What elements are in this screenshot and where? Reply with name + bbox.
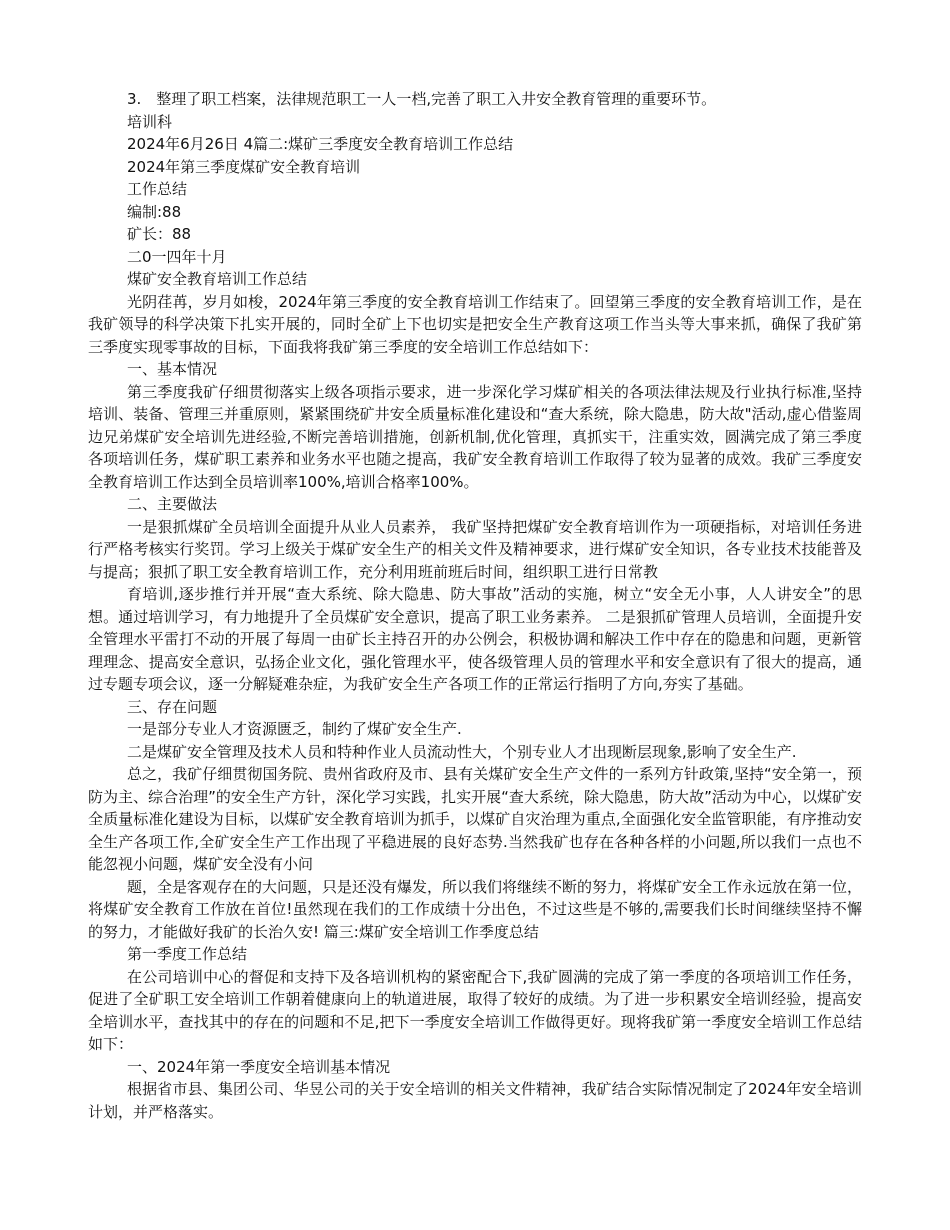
text-line: 3. 整理了职工档案，法律规范职工一人一档,完善了职工入井安全教育管理的重要环节。	[127, 90, 717, 108]
paragraph: 一是狠抓煤矿全员培训全面提升从业人员素养， 我矿坚持把煤矿安全教育培训作为一项硬指标，对培训任务进行严格考核实行奖罚。学习上级关于煤矿安全生产的相关文件及精神要求，进行煤矿安全知识，各专业技术技能普及与提高；狠抓了职工安全教育培训工作，充分利用班前班后时间，组织职工进行日常教	[88, 517, 862, 581]
section-heading: 二、主要做法	[127, 495, 218, 513]
text-line: 工作总结	[127, 180, 188, 198]
paragraph: 一是部分专业人才资源匮乏，制约了煤矿安全生产.	[127, 720, 462, 738]
text-line: 2024年6月26日 4篇二:煤矿三季度安全教育培训工作总结	[127, 135, 514, 153]
paragraph: 题，全是客观存在的大问题，只是还没有爆发，所以我们将继续不断的努力，将煤矿安全工作永远放在第一位，将煤矿安全教育工作放在首位!虽然现在我们的工作成绩十分出色，不过这些是不够的,需要我们长时间继续坚持不懈的努力，才能做好我矿的长治久安! 篇三:煤矿安全培训工作季度总结	[88, 877, 863, 941]
text-line: 二0一四年十月	[127, 247, 227, 266]
text-line: 编制:88	[127, 202, 182, 221]
paragraph: 育培训,逐步推行并开展“查大系统、除大隐患、防大事故”活动的实施，树立“安全无小事，人人讲安全”的思想。通过培训学习，有力地提升了全员煤矿安全意识，提高了职工业务素养。 二是狠抓矿管理人员培训，全面提升安全管理水平雷打不动的开展了每周一由矿长主持召开的办公例会，积极协调和解决工作中存在的隐患和问题，更新管理理念、提高安全意识，弘扬企业文化，强化管理水平，使各级管理人员的管理水平和安全意识有了很大的提高，通过专题专项会议，逐一分解疑难杂症，为我矿安全生产各项工作的正常运行指明了方向,夯实了基础。	[88, 585, 862, 693]
text-line: 2024年第三季度煤矿安全教育培训	[127, 157, 361, 176]
section-heading: 三、存在问题	[127, 697, 218, 716]
paragraph: 总之，我矿仔细贯彻国务院、贵州省政府及市、县有关煤矿安全生产文件的一系列方针政策,坚持“安全第一，预防为主、综合治理”的安全生产方针，深化学习实践，扎实开展“查大系统，除大隐患，防大故”活动为中心，以煤矿安全质量标准化建设为目标，以煤矿安全教育培训为抓手，以煤矿自灾治理为重点,全面强化安全监管职能，有序推动安全生产各项工作,全矿安全生产工作出现了平稳进展的良好态势.当然我矿也存在各种各样的小问题,所以我们一点也不能忽视小问题，煤矿安全没有小问	[88, 765, 862, 873]
paragraph: 光阴荏苒，岁月如梭，2024年第三季度的安全教育培训工作结束了。回望第三季度的安全教育培训工作，是在我矿领导的科学决策下扎实开展的，同时全矿上下也切实是把安全生产教育这项工作当头等大事来抓，确保了我矿第三季度实现零事故的目标，下面我将我矿第三季度的安全培训工作总结如下：	[88, 292, 862, 356]
text-line: 矿长：88	[127, 225, 192, 243]
paragraph: 根据省市县、集团公司、华昱公司的关于安全培训的相关文件精神，我矿结合实际情况制定了2024年安全培训计划，并严格落实。	[88, 1080, 862, 1121]
text-line: 培训科	[127, 112, 173, 131]
section-title: 煤矿安全教育培训工作总结	[127, 270, 308, 288]
section-heading: 一、2024年第一季度安全培训基本情况	[127, 1057, 391, 1076]
paragraph: 第三季度我矿仔细贯彻落实上级各项指示要求，进一步深化学习煤矿相关的各项法律法规及行业执行标准,坚持培训、装备、管理三并重原则，紧紧围绕矿井安全质量标准化建设和“查大系统，除大隐患，防大故"活动,虚心借鉴周边兄弟煤矿安全培训先进经验,不断完善培训措施，创新机制,优化管理，真抓实干，注重实效，圆满完成了第三季度各项培训任务，煤矿职工素养和业务水平也随之提高，我矿安全教育培训工作取得了较为显著的成效。我矿三季度安全教育培训工作达到全员培训率100%,培训合格率100%。	[88, 382, 862, 491]
paragraph: 二是煤矿安全管理及技术人员和特种作业人员流动性大，个别专业人才出现断层现象,影响了安全生产.	[127, 742, 797, 761]
section-heading: 一、基本情况	[127, 360, 218, 378]
section-heading: 第一季度工作总结	[127, 945, 248, 963]
paragraph: 在公司培训中心的督促和支持下及各培训机构的紧密配合下,我矿圆满的完成了第一季度的各项培训工作任务，促进了全矿职工安全培训工作朝着健康向上的轨道进展，取得了较好的成绩。为了进一步积累安全培训经验，提高安全培训水平，查找其中的存在的问题和不足,把下一季度安全培训工作做得更好。现将我矿第一季度安全培训工作总结如下：	[88, 967, 862, 1053]
